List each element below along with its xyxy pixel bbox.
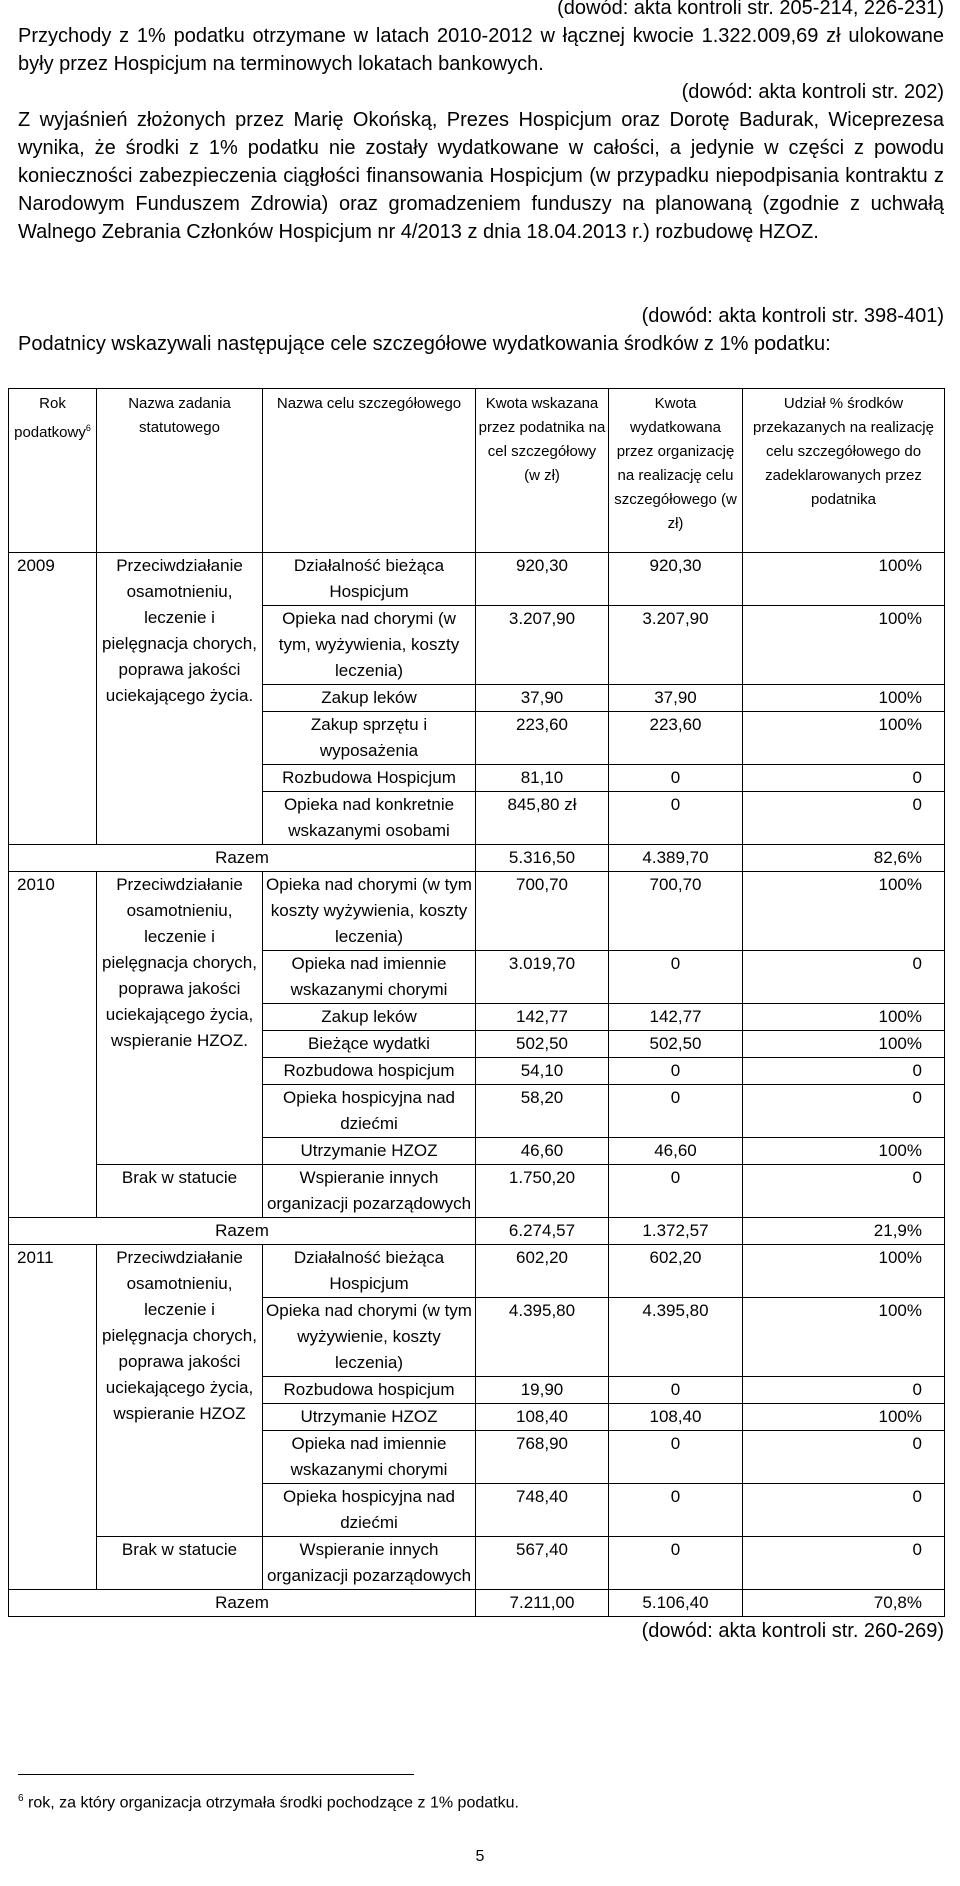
- amount-spent-cell: 0: [609, 1165, 743, 1218]
- amount-indicated-cell: 845,80 zł: [476, 792, 609, 845]
- task-cell: Przeciwdziałanie osamotnieniu, leczenie i pielęgnacja chorych, poprawa jakości uciekającego życia.: [97, 553, 263, 845]
- year-cell: 2009: [9, 553, 97, 845]
- header-specific-goal: Nazwa celu szczegółowego: [263, 389, 476, 553]
- amount-indicated-cell: 46,60: [476, 1138, 609, 1165]
- task-cell: Przeciwdziałanie osamotnieniu, leczenie i pielęgnacja chorych, poprawa jakości uciekającego życia, wspieranie HZOZ.: [97, 872, 263, 1165]
- goal-cell: Rozbudowa hospicjum: [263, 1377, 476, 1404]
- goal-cell: Utrzymanie HZOZ: [263, 1138, 476, 1165]
- amount-spent-cell: 502,50: [609, 1031, 743, 1058]
- amount-spent-cell: 4.395,80: [609, 1298, 743, 1377]
- goal-cell: Opieka hospicyjna nad dziećmi: [263, 1085, 476, 1138]
- header-amount-spent: Kwota wydatkowana przez organizację na realizację celu szczegółowego (w zł): [609, 389, 743, 553]
- total-share-cell: 21,9%: [743, 1218, 945, 1245]
- total-label: Razem: [9, 845, 476, 872]
- share-cell: 100%: [743, 872, 945, 951]
- table-row: [9, 553, 945, 606]
- amount-indicated-cell: 58,20: [476, 1085, 609, 1138]
- amount-spent-cell: 223,60: [609, 712, 743, 765]
- goal-cell: Opieka nad imiennie wskazanymi chorymi: [263, 951, 476, 1004]
- task-cell: Przeciwdziałanie osamotnieniu, leczenie i pielęgnacja chorych, poprawa jakości uciekającego życia, wspieranie HZOZ: [97, 1245, 263, 1537]
- total-spent-cell: 4.389,70: [609, 845, 743, 872]
- amount-indicated-cell: 1.750,20: [476, 1165, 609, 1218]
- amount-spent-cell: 0: [609, 1085, 743, 1138]
- goal-cell: Opieka hospicyjna nad dziećmi: [263, 1484, 476, 1537]
- share-cell: 100%: [743, 1245, 945, 1298]
- share-cell: 100%: [743, 1404, 945, 1431]
- goal-cell: Wspieranie innych organizacji pozarządowych: [263, 1537, 476, 1590]
- page-number: 5: [475, 1848, 485, 1865]
- share-cell: 100%: [743, 606, 945, 685]
- amount-indicated-cell: 602,20: [476, 1245, 609, 1298]
- goal-cell: Zakup sprzętu i wyposażenia: [263, 712, 476, 765]
- year-cell: 2010: [9, 872, 97, 1218]
- amount-indicated-cell: 3.019,70: [476, 951, 609, 1004]
- amount-indicated-cell: 700,70: [476, 872, 609, 951]
- goal-cell: Działalność bieżąca Hospicjum: [263, 1245, 476, 1298]
- paragraph-deposits: Przychody z 1% podatku otrzymane w latach 2010-2012 w łącznej kwocie 1.322.009,69 zł ulokowane były przez Hospicjum na terminowych lokatach bankowych.: [18, 25, 944, 75]
- amount-spent-cell: 0: [609, 1484, 743, 1537]
- amount-spent-cell: 602,20: [609, 1245, 743, 1298]
- amount-indicated-cell: 3.207,90: [476, 606, 609, 685]
- amount-spent-cell: 142,77: [609, 1004, 743, 1031]
- goal-cell: Utrzymanie HZOZ: [263, 1404, 476, 1431]
- footnote-mark: 6: [18, 1793, 24, 1804]
- share-cell: 0: [743, 1431, 945, 1484]
- share-cell: 0: [743, 1484, 945, 1537]
- footnote: [18, 1788, 519, 1814]
- total-label: Razem: [9, 1218, 476, 1245]
- table-total-row: [9, 1590, 945, 1617]
- total-spent-cell: 5.106,40: [609, 1590, 743, 1617]
- amount-spent-cell: 0: [609, 951, 743, 1004]
- table-total-row: [9, 1218, 945, 1245]
- amount-spent-cell: 0: [609, 1431, 743, 1484]
- share-cell: 100%: [743, 1138, 945, 1165]
- total-indicated-cell: 5.316,50: [476, 845, 609, 872]
- share-cell: 0: [743, 1085, 945, 1138]
- share-cell: 0: [743, 792, 945, 845]
- amount-indicated-cell: 4.395,80: [476, 1298, 609, 1377]
- amount-indicated-cell: 108,40: [476, 1404, 609, 1431]
- share-cell: 0: [743, 1058, 945, 1085]
- table-header-row: [9, 389, 945, 553]
- total-indicated-cell: 7.211,00: [476, 1590, 609, 1617]
- total-share-cell: 82,6%: [743, 845, 945, 872]
- table-total-row: [9, 845, 945, 872]
- amount-spent-cell: 108,40: [609, 1404, 743, 1431]
- amount-spent-cell: 0: [609, 1377, 743, 1404]
- paragraph-table-intro: Podatnicy wskazywali następujące cele szczegółowe wydatkowania środków z 1% podatku:: [18, 333, 831, 355]
- amount-indicated-cell: 567,40: [476, 1537, 609, 1590]
- amount-indicated-cell: 768,90: [476, 1431, 609, 1484]
- amount-spent-cell: 0: [609, 765, 743, 792]
- footnote-separator: [18, 1774, 414, 1775]
- share-cell: 100%: [743, 712, 945, 765]
- year-cell: 2011: [9, 1245, 97, 1590]
- table-row: [9, 872, 945, 951]
- goal-cell: Bieżące wydatki: [263, 1031, 476, 1058]
- amount-spent-cell: 700,70: [609, 872, 743, 951]
- amount-spent-cell: 0: [609, 1058, 743, 1085]
- share-cell: 0: [743, 951, 945, 1004]
- total-share-cell: 70,8%: [743, 1590, 945, 1617]
- share-cell: 0: [743, 1165, 945, 1218]
- amount-spent-cell: 3.207,90: [609, 606, 743, 685]
- goal-cell: Wspieranie innych organizacji pozarządowych: [263, 1165, 476, 1218]
- goal-cell: Opieka nad chorymi (w tym, wyżywienia, koszty leczenia): [263, 606, 476, 685]
- amount-spent-cell: 37,90: [609, 685, 743, 712]
- share-cell: 0: [743, 765, 945, 792]
- amount-indicated-cell: 748,40: [476, 1484, 609, 1537]
- total-spent-cell: 1.372,57: [609, 1218, 743, 1245]
- header-amount-indicated: Kwota wskazana przez podatnika na cel szczegółowy (w zł): [476, 389, 609, 553]
- evidence-reference: (dowód: akta kontroli str. 398-401): [641, 305, 944, 327]
- goal-cell: Rozbudowa hospicjum: [263, 1058, 476, 1085]
- amount-spent-cell: 46,60: [609, 1138, 743, 1165]
- evidence-reference: (dowód: akta kontroli str. 260-269): [641, 1620, 944, 1642]
- amount-spent-cell: 0: [609, 1537, 743, 1590]
- evidence-reference: (dowód: akta kontroli str. 202): [681, 81, 944, 103]
- goal-cell: Opieka nad imiennie wskazanymi chorymi: [263, 1431, 476, 1484]
- amount-indicated-cell: 37,90: [476, 685, 609, 712]
- spending-goals-table: [8, 388, 945, 1617]
- table-row: [9, 1245, 945, 1298]
- goal-cell: Zakup leków: [263, 685, 476, 712]
- share-cell: 100%: [743, 685, 945, 712]
- evidence-reference: (dowód: akta kontroli str. 205-214, 226-231): [557, 0, 944, 19]
- goal-cell: Opieka nad chorymi (w tym koszty wyżywienia, koszty leczenia): [263, 872, 476, 951]
- table-row: [9, 1537, 945, 1590]
- amount-indicated-cell: 223,60: [476, 712, 609, 765]
- total-label: Razem: [9, 1590, 476, 1617]
- header-tax-year: Rok podatkowy$^6$: [9, 389, 97, 553]
- share-cell: 100%: [743, 1031, 945, 1058]
- amount-indicated-cell: 502,50: [476, 1031, 609, 1058]
- amount-indicated-cell: 81,10: [476, 765, 609, 792]
- paragraph-explanations: Z wyjaśnień złożonych przez Marię Okońską, Prezes Hospicjum oraz Dorotę Badurak, Wiceprezesa wynika, że środki z 1% podatku nie zostały wydatkowane w całości, a jedynie w części z powodu konieczności zabezpieczenia ciągłości finansowania Hospicjum (w przypadku niepodpisania kontraktu z Narodowym Funduszem Zdrowia) oraz gromadzeniem funduszy na planowaną (zgodnie z uchwałą Walnego Zebrania Członków Hospicjum nr 4/2013 z dnia 18.04.2013 r.) rozbudowę HZOZ.: [18, 109, 944, 243]
- share-cell: 0: [743, 1537, 945, 1590]
- footnote-text: rok, za który organizacja otrzymała środki pochodzące z 1% podatku.: [28, 1794, 519, 1812]
- amount-indicated-cell: 54,10: [476, 1058, 609, 1085]
- task-cell-not-in-statute: Brak w statucie: [97, 1537, 263, 1590]
- amount-spent-cell: 0: [609, 792, 743, 845]
- amount-indicated-cell: 19,90: [476, 1377, 609, 1404]
- share-cell: 100%: [743, 1004, 945, 1031]
- amount-spent-cell: 920,30: [609, 553, 743, 606]
- goal-cell: Zakup leków: [263, 1004, 476, 1031]
- goal-cell: Rozbudowa Hospicjum: [263, 765, 476, 792]
- goal-cell: Działalność bieżąca Hospicjum: [263, 553, 476, 606]
- table-row: [9, 1165, 945, 1218]
- share-cell: 0: [743, 1377, 945, 1404]
- amount-indicated-cell: 920,30: [476, 553, 609, 606]
- goal-cell: Opieka nad konkretnie wskazanymi osobami: [263, 792, 476, 845]
- total-indicated-cell: 6.274,57: [476, 1218, 609, 1245]
- header-share-percent: Udział % środków przekazanych na realizację celu szczegółowego do zadeklarowanych przez podatnika: [743, 389, 945, 553]
- share-cell: 100%: [743, 553, 945, 606]
- amount-indicated-cell: 142,77: [476, 1004, 609, 1031]
- goal-cell: Opieka nad chorymi (w tym wyżywienie, koszty leczenia): [263, 1298, 476, 1377]
- task-cell-not-in-statute: Brak w statucie: [97, 1165, 263, 1218]
- header-statutory-task: Nazwa zadania statutowego: [97, 389, 263, 553]
- share-cell: 100%: [743, 1298, 945, 1377]
